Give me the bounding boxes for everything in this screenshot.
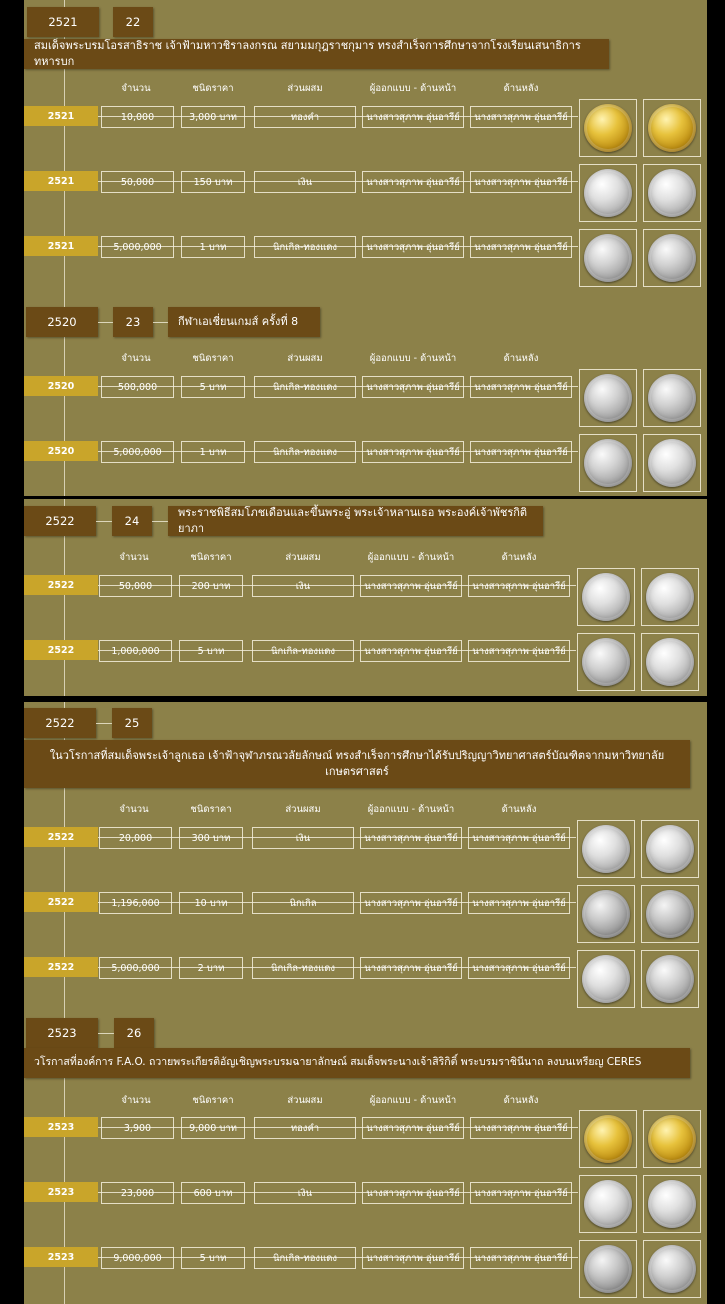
reverse-designer-cell: นางสาวสุภาพ อุ่นอารีย์ bbox=[470, 1247, 572, 1269]
coin-reverse-image[interactable] bbox=[643, 164, 701, 222]
tab-connector bbox=[96, 521, 112, 522]
header-mintage: จำนวน bbox=[121, 353, 151, 364]
header-obverse-designer: ผู้ออกแบบ - ด้านหน้า bbox=[367, 804, 455, 815]
coin-reverse-image[interactable] bbox=[643, 1240, 701, 1298]
coin-reverse-image[interactable] bbox=[643, 229, 701, 287]
coin-obverse-image[interactable] bbox=[577, 950, 635, 1008]
coin-icon bbox=[646, 573, 694, 621]
section-year-tab: 2520 bbox=[26, 307, 98, 337]
reverse-designer-cell: นางสาวสุภาพ อุ่นอารีย์ bbox=[468, 892, 570, 914]
coin-icon bbox=[582, 890, 630, 938]
denomination-cell: 1 บาท bbox=[181, 236, 245, 258]
coin-obverse-image[interactable] bbox=[577, 633, 635, 691]
coin-icon bbox=[648, 234, 696, 282]
obverse-designer-cell: นางสาวสุภาพ อุ่นอารีย์ bbox=[360, 957, 462, 979]
reverse-designer-cell: นางสาวสุภาพ อุ่นอารีย์ bbox=[470, 441, 572, 463]
mintage-cell: 5,000,000 bbox=[101, 441, 174, 463]
coin-reverse-image[interactable] bbox=[643, 99, 701, 157]
coin-obverse-image[interactable] bbox=[579, 1240, 637, 1298]
tab-connector bbox=[98, 1033, 114, 1034]
composition-cell: นิกเกิล-ทองแดง bbox=[252, 640, 354, 662]
coin-reverse-image[interactable] bbox=[643, 369, 701, 427]
header-reverse: ด้านหลัง bbox=[501, 804, 537, 815]
tab-connector bbox=[96, 723, 112, 724]
section-24 bbox=[24, 499, 707, 696]
header-denomination: ชนิดราคา bbox=[190, 552, 232, 563]
obverse-designer-cell: นางสาวสุภาพ อุ่นอารีย์ bbox=[362, 376, 464, 398]
coin-obverse-image[interactable] bbox=[579, 99, 637, 157]
mintage-cell: 20,000 bbox=[99, 827, 172, 849]
row-year-tag: 2522 bbox=[24, 827, 98, 847]
header-reverse: ด้านหลัง bbox=[503, 1095, 539, 1106]
coin-obverse-image[interactable] bbox=[579, 1175, 637, 1233]
section-number-tab: 24 bbox=[112, 506, 152, 536]
table-row bbox=[24, 229, 707, 289]
coin-icon bbox=[648, 104, 696, 152]
tab-connector bbox=[153, 322, 168, 323]
coin-icon bbox=[582, 825, 630, 873]
denomination-cell: 300 บาท bbox=[179, 827, 243, 849]
table-row bbox=[24, 99, 707, 159]
header-composition: ส่วนผสม bbox=[287, 83, 323, 94]
header-reverse: ด้านหลัง bbox=[503, 83, 539, 94]
header-obverse-designer: ผู้ออกแบบ - ด้านหน้า bbox=[367, 552, 455, 563]
coin-obverse-image[interactable] bbox=[579, 1110, 637, 1168]
mintage-cell: 50,000 bbox=[101, 171, 174, 193]
composition-cell: เงิน bbox=[254, 1182, 356, 1204]
mintage-cell: 5,000,000 bbox=[99, 957, 172, 979]
coin-icon bbox=[584, 234, 632, 282]
reverse-designer-cell: นางสาวสุภาพ อุ่นอารีย์ bbox=[470, 1182, 572, 1204]
coin-icon bbox=[582, 955, 630, 1003]
header-mintage: จำนวน bbox=[119, 804, 149, 815]
coin-reverse-image[interactable] bbox=[641, 820, 699, 878]
coin-icon bbox=[648, 1115, 696, 1163]
coin-icon bbox=[584, 1245, 632, 1293]
denomination-cell: 1 บาท bbox=[181, 441, 245, 463]
section-title: วโรกาสที่องค์การ F.A.O. ถวายพระเกียรติอัญเชิญพระบรมฉายาลักษณ์ สมเด็จพระนางเจ้าสิริกิติ์ พระบรมราชินีนาถ ลงบนเหรียญ CERES bbox=[24, 1048, 690, 1078]
composition-cell: เงิน bbox=[254, 171, 356, 193]
header-obverse-designer: ผู้ออกแบบ - ด้านหน้า bbox=[369, 83, 457, 94]
section-year-tab: 2522 bbox=[24, 708, 96, 738]
table-row bbox=[24, 369, 707, 429]
row-year-tag: 2523 bbox=[24, 1247, 98, 1267]
obverse-designer-cell: นางสาวสุภาพ อุ่นอารีย์ bbox=[362, 1182, 464, 1204]
row-year-tag: 2523 bbox=[24, 1182, 98, 1202]
header-denomination: ชนิดราคา bbox=[192, 353, 234, 364]
section-year-tab: 2521 bbox=[27, 7, 99, 37]
row-year-tag: 2521 bbox=[24, 171, 98, 191]
reverse-designer-cell: นางสาวสุภาพ อุ่นอารีย์ bbox=[470, 236, 572, 258]
obverse-designer-cell: นางสาวสุภาพ อุ่นอารีย์ bbox=[360, 827, 462, 849]
mintage-cell: 1,196,000 bbox=[99, 892, 172, 914]
table-row bbox=[24, 568, 707, 628]
coin-obverse-image[interactable] bbox=[577, 820, 635, 878]
row-year-tag: 2522 bbox=[24, 575, 98, 595]
composition-cell: เงิน bbox=[252, 827, 354, 849]
row-year-tag: 2522 bbox=[24, 640, 98, 660]
obverse-designer-cell: นางสาวสุภาพ อุ่นอารีย์ bbox=[360, 892, 462, 914]
table-row bbox=[24, 1240, 707, 1300]
section-number-tab: 22 bbox=[113, 7, 153, 37]
mintage-cell: 5,000,000 bbox=[101, 236, 174, 258]
coin-icon bbox=[646, 825, 694, 873]
coin-obverse-image[interactable] bbox=[577, 568, 635, 626]
denomination-cell: 150 บาท bbox=[181, 171, 245, 193]
coin-obverse-image[interactable] bbox=[579, 369, 637, 427]
section-title: พระราชพิธีสมโภชเดือนและขึ้นพระอู่ พระเจ้าหลานเธอ พระองค์เจ้าพัชรกิติยาภา bbox=[168, 506, 543, 536]
obverse-designer-cell: นางสาวสุภาพ อุ่นอารีย์ bbox=[362, 171, 464, 193]
coin-icon bbox=[648, 1180, 696, 1228]
reverse-designer-cell: นางสาวสุภาพ อุ่นอารีย์ bbox=[468, 640, 570, 662]
mintage-cell: 1,000,000 bbox=[99, 640, 172, 662]
section-23 bbox=[24, 296, 707, 496]
tab-connector bbox=[152, 521, 168, 522]
coin-reverse-image[interactable] bbox=[641, 633, 699, 691]
coin-obverse-image[interactable] bbox=[579, 434, 637, 492]
row-year-tag: 2523 bbox=[24, 1117, 98, 1137]
composition-cell: ทองคำ bbox=[254, 1117, 356, 1139]
coin-reverse-image[interactable] bbox=[643, 1175, 701, 1233]
table-row bbox=[24, 164, 707, 224]
section-number-tab: 23 bbox=[113, 307, 153, 337]
coin-icon bbox=[584, 1180, 632, 1228]
header-denomination: ชนิดราคา bbox=[190, 804, 232, 815]
table-row bbox=[24, 885, 707, 945]
coin-icon bbox=[582, 638, 630, 686]
header-mintage: จำนวน bbox=[121, 83, 151, 94]
mintage-cell: 10,000 bbox=[101, 106, 174, 128]
denomination-cell: 5 บาท bbox=[179, 640, 243, 662]
composition-cell: นิกเกิล-ทองแดง bbox=[254, 236, 356, 258]
table-row bbox=[24, 820, 707, 880]
composition-cell: นิกเกิล-ทองแดง bbox=[254, 376, 356, 398]
coin-reverse-image[interactable] bbox=[641, 885, 699, 943]
obverse-designer-cell: นางสาวสุภาพ อุ่นอารีย์ bbox=[360, 575, 462, 597]
section-26 bbox=[24, 1012, 707, 1304]
tab-connector bbox=[98, 322, 113, 323]
header-composition: ส่วนผสม bbox=[287, 353, 323, 364]
obverse-designer-cell: นางสาวสุภาพ อุ่นอารีย์ bbox=[362, 106, 464, 128]
header-reverse: ด้านหลัง bbox=[501, 552, 537, 563]
coin-icon bbox=[648, 439, 696, 487]
reverse-designer-cell: นางสาวสุภาพ อุ่นอารีย์ bbox=[468, 575, 570, 597]
coin-icon bbox=[584, 1115, 632, 1163]
row-year-tag: 2520 bbox=[24, 441, 98, 461]
table-row bbox=[24, 633, 707, 693]
composition-cell: นิกเกิล bbox=[252, 892, 354, 914]
denomination-cell: 5 บาท bbox=[181, 376, 245, 398]
coin-reverse-image[interactable] bbox=[641, 568, 699, 626]
coin-icon bbox=[648, 374, 696, 422]
table-row bbox=[24, 434, 707, 494]
obverse-designer-cell: นางสาวสุภาพ อุ่นอารีย์ bbox=[362, 441, 464, 463]
section-year-tab: 2522 bbox=[24, 506, 96, 536]
coin-obverse-image[interactable] bbox=[579, 229, 637, 287]
coin-obverse-image[interactable] bbox=[579, 164, 637, 222]
coin-reverse-image[interactable] bbox=[643, 1110, 701, 1168]
header-composition: ส่วนผสม bbox=[285, 804, 321, 815]
obverse-designer-cell: นางสาวสุภาพ อุ่นอารีย์ bbox=[360, 640, 462, 662]
obverse-designer-cell: นางสาวสุภาพ อุ่นอารีย์ bbox=[362, 1117, 464, 1139]
composition-cell: นิกเกิล-ทองแดง bbox=[254, 1247, 356, 1269]
header-mintage: จำนวน bbox=[119, 552, 149, 563]
section-22 bbox=[24, 0, 707, 296]
row-year-tag: 2521 bbox=[24, 236, 98, 256]
coin-icon bbox=[584, 104, 632, 152]
table-row bbox=[24, 950, 707, 1010]
section-year-tab: 2523 bbox=[26, 1018, 98, 1048]
reverse-designer-cell: นางสาวสุภาพ อุ่นอารีย์ bbox=[470, 376, 572, 398]
section-25 bbox=[24, 702, 707, 1012]
coin-icon bbox=[646, 890, 694, 938]
table-row bbox=[24, 1110, 707, 1170]
coin-obverse-image[interactable] bbox=[577, 885, 635, 943]
row-year-tag: 2522 bbox=[24, 957, 98, 977]
mintage-cell: 3,900 bbox=[101, 1117, 174, 1139]
header-composition: ส่วนผสม bbox=[287, 1095, 323, 1106]
header-composition: ส่วนผสม bbox=[285, 552, 321, 563]
denomination-cell: 5 บาท bbox=[181, 1247, 245, 1269]
denomination-cell: 10 บาท bbox=[179, 892, 243, 914]
denomination-cell: 200 บาท bbox=[179, 575, 243, 597]
reverse-designer-cell: นางสาวสุภาพ อุ่นอารีย์ bbox=[470, 106, 572, 128]
coin-icon bbox=[584, 374, 632, 422]
header-obverse-designer: ผู้ออกแบบ - ด้านหน้า bbox=[369, 1095, 457, 1106]
row-year-tag: 2520 bbox=[24, 376, 98, 396]
reverse-designer-cell: นางสาวสุภาพ อุ่นอารีย์ bbox=[468, 827, 570, 849]
header-denomination: ชนิดราคา bbox=[192, 83, 234, 94]
coin-icon bbox=[646, 638, 694, 686]
composition-cell: นิกเกิล-ทองแดง bbox=[254, 441, 356, 463]
section-number-tab: 25 bbox=[112, 708, 152, 738]
coin-icon bbox=[584, 439, 632, 487]
mintage-cell: 23,000 bbox=[101, 1182, 174, 1204]
coin-icon bbox=[648, 1245, 696, 1293]
coin-icon bbox=[648, 169, 696, 217]
composition-cell: เงิน bbox=[252, 575, 354, 597]
table-row bbox=[24, 1175, 707, 1235]
obverse-designer-cell: นางสาวสุภาพ อุ่นอารีย์ bbox=[362, 1247, 464, 1269]
section-title: กีฬาเอเชี่ยนเกมส์ ครั้งที่ 8 bbox=[168, 307, 320, 337]
reverse-designer-cell: นางสาวสุภาพ อุ่นอารีย์ bbox=[468, 957, 570, 979]
denomination-cell: 9,000 บาท bbox=[181, 1117, 245, 1139]
header-denomination: ชนิดราคา bbox=[192, 1095, 234, 1106]
reverse-designer-cell: นางสาวสุภาพ อุ่นอารีย์ bbox=[470, 1117, 572, 1139]
composition-cell: นิกเกิล-ทองแดง bbox=[252, 957, 354, 979]
section-title: สมเด็จพระบรมโอรสาธิราช เจ้าฟ้ามหาวชิราลงกรณ สยามมกุฎราชกุมาร ทรงสำเร็จการศึกษาจากโรงเรียนเสนาธิการทหารบก bbox=[24, 39, 609, 69]
coin-icon bbox=[582, 573, 630, 621]
mintage-cell: 50,000 bbox=[99, 575, 172, 597]
header-mintage: จำนวน bbox=[121, 1095, 151, 1106]
mintage-cell: 9,000,000 bbox=[101, 1247, 174, 1269]
denomination-cell: 600 บาท bbox=[181, 1182, 245, 1204]
reverse-designer-cell: นางสาวสุภาพ อุ่นอารีย์ bbox=[470, 171, 572, 193]
obverse-designer-cell: นางสาวสุภาพ อุ่นอารีย์ bbox=[362, 236, 464, 258]
denomination-cell: 2 บาท bbox=[179, 957, 243, 979]
composition-cell: ทองคำ bbox=[254, 106, 356, 128]
coin-reverse-image[interactable] bbox=[641, 950, 699, 1008]
mintage-cell: 500,000 bbox=[101, 376, 174, 398]
section-title: ในวโรกาสที่สมเด็จพระเจ้าลูกเธอ เจ้าฟ้าจุฬาภรณวลัยลักษณ์ ทรงสำเร็จการศึกษาได้รับปริญญาวิทยาศาสตร์บัณฑิตจากมหาวิทยาลัยเกษตรศาสตร์ bbox=[24, 740, 690, 788]
row-year-tag: 2521 bbox=[24, 106, 98, 126]
coin-icon bbox=[646, 955, 694, 1003]
row-year-tag: 2522 bbox=[24, 892, 98, 912]
header-obverse-designer: ผู้ออกแบบ - ด้านหน้า bbox=[369, 353, 457, 364]
coin-icon bbox=[584, 169, 632, 217]
header-reverse: ด้านหลัง bbox=[503, 353, 539, 364]
section-number-tab: 26 bbox=[114, 1018, 154, 1048]
denomination-cell: 3,000 บาท bbox=[181, 106, 245, 128]
coin-reverse-image[interactable] bbox=[643, 434, 701, 492]
